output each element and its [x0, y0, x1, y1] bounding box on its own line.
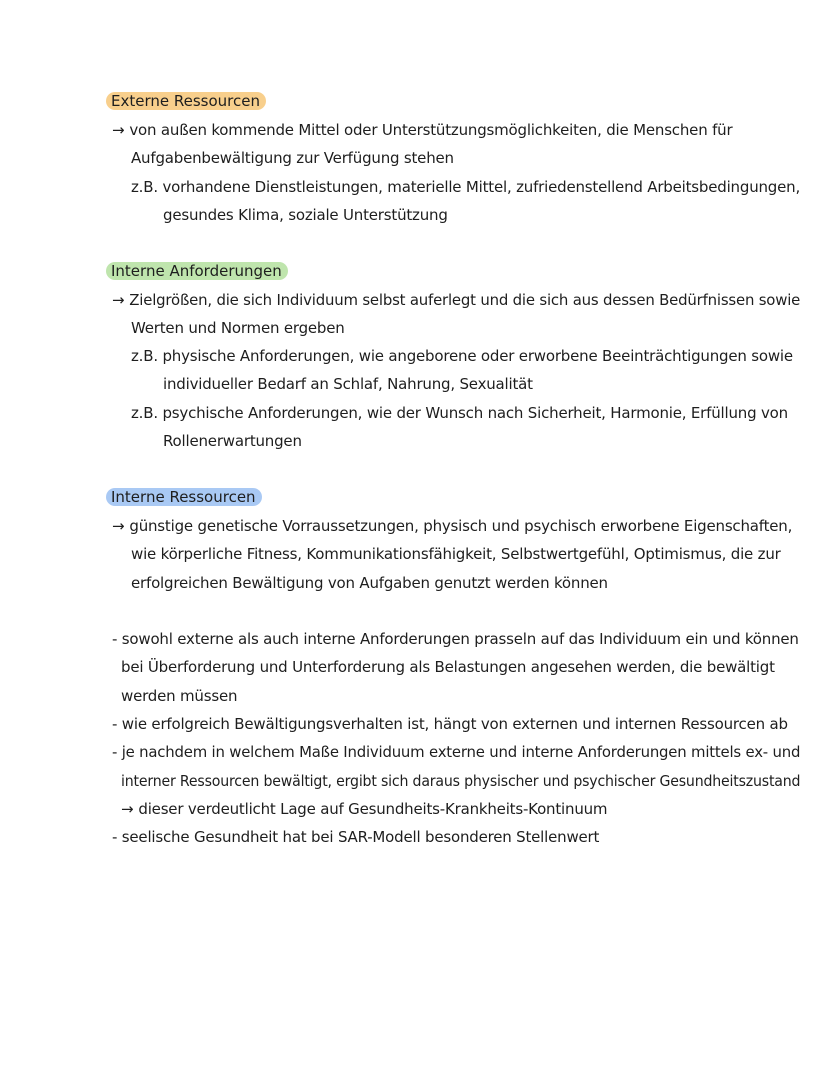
heading-interne-ressourcen: Interne Ressourcen [106, 488, 262, 506]
note-line [112, 120, 732, 140]
bullet-line: interner Ressourcen bewältigt, ergibt sich daraus physischer und psychischer Gesundheitszustand [121, 772, 801, 790]
note-line: individueller Bedarf an Schlaf, Nahrung, Sexualität [163, 375, 533, 393]
bullet-line: werden müssen [121, 687, 238, 705]
note-line: Rollenerwartungen [163, 432, 302, 450]
note-line: Werten und Normen ergeben [131, 319, 345, 337]
note-text: günstige genetische Vorraussetzungen, physisch und psychisch erworbene Eigenschaften, [129, 517, 793, 535]
heading-externe-ressourcen: Externe Ressourcen [106, 92, 266, 110]
arrow-icon: → [121, 800, 134, 818]
note-text: von außen kommende Mittel oder Unterstützungsmöglichkeiten, die Menschen für [129, 121, 733, 139]
arrow-icon: → [112, 121, 125, 139]
note-line: gesundes Klima, soziale Unterstützung [163, 206, 448, 224]
note-line: z.B. psychische Anforderungen, wie der Wunsch nach Sicherheit, Harmonie, Erfüllung von [131, 404, 788, 422]
note-line [112, 290, 800, 310]
bullet-line: bei Überforderung und Unterforderung als Belastungen angesehen werden, die bewältigt [121, 658, 775, 676]
arrow-icon: → [112, 517, 125, 535]
arrow-icon: → [112, 291, 125, 309]
bullet-line: - seelische Gesundheit hat bei SAR-Modell besonderen Stellenwert [112, 828, 600, 846]
note-line [112, 516, 792, 536]
note-line: Aufgabenbewältigung zur Verfügung stehen [131, 149, 454, 167]
note-line: z.B. physische Anforderungen, wie angeborene oder erworbene Beeinträchtigungen sowie [131, 347, 793, 365]
note-text: Zielgrößen, die sich Individuum selbst auferlegt und die sich aus dessen Bedürfnissen sowie [129, 291, 801, 309]
bullet-line: - je nachdem in welchem Maße Individuum externe und interne Anforderungen mittels ex- und [112, 743, 801, 761]
note-text: dieser verdeutlicht Lage auf Gesundheits-Krankheits-Kontinuum [138, 800, 608, 818]
note-line: erfolgreichen Bewältigung von Aufgaben genutzt werden können [131, 574, 608, 592]
note-line: z.B. vorhandene Dienstleistungen, materielle Mittel, zufriedenstellend Arbeitsbedingungen, [131, 178, 801, 196]
bullet-line: - wie erfolgreich Bewältigungsverhalten ist, hängt von externen und internen Ressourcen ab [112, 715, 788, 733]
heading-interne-anforderungen: Interne Anforderungen [106, 262, 288, 280]
bullet-line: - sowohl externe als auch interne Anforderungen prasseln auf das Individuum ein und können [112, 630, 799, 648]
bullet-line [121, 799, 607, 819]
note-line: wie körperliche Fitness, Kommunikationsfähigkeit, Selbstwertgefühl, Optimismus, die zur [131, 545, 781, 563]
